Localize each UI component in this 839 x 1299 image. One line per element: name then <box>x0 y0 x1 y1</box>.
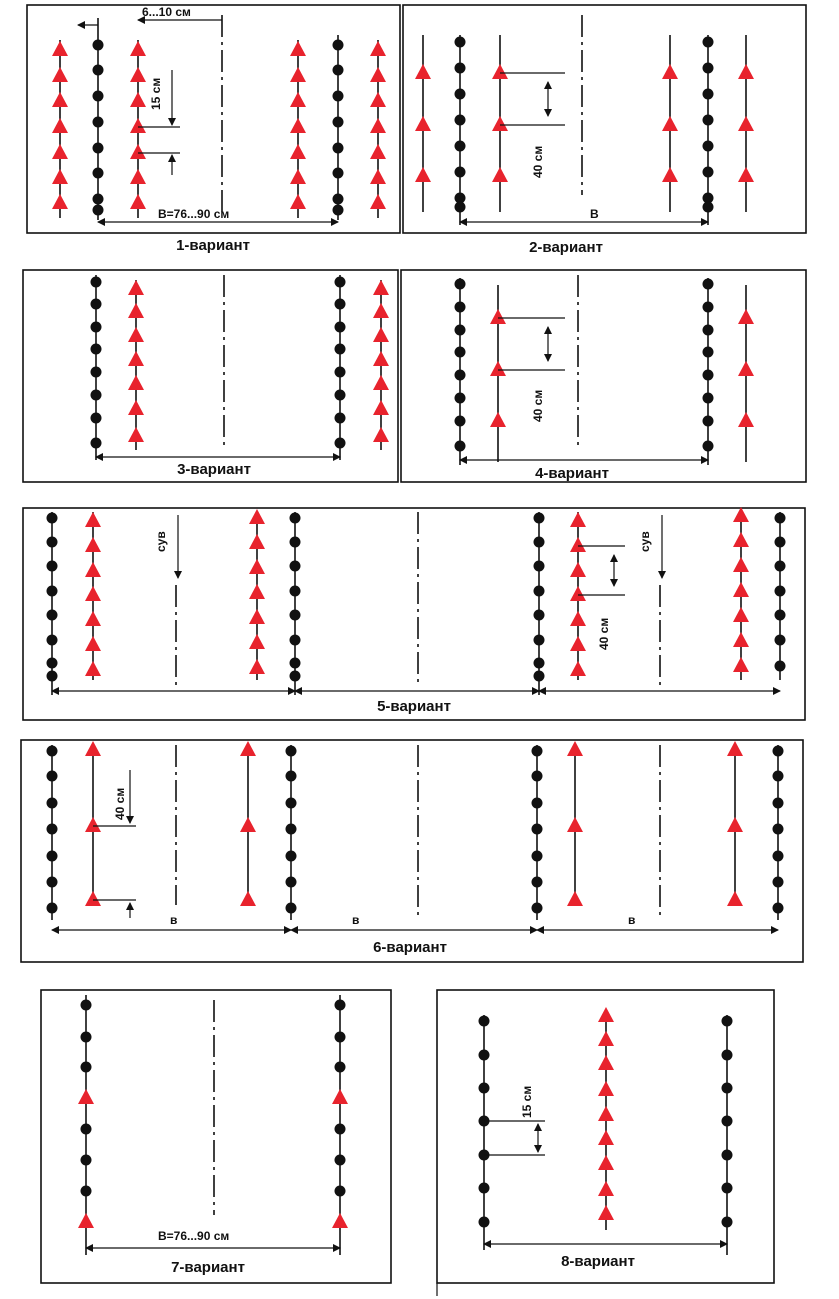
variant-1-panel <box>27 5 400 254</box>
plant-dot-marker <box>722 1083 733 1094</box>
plant-dot-marker <box>333 205 344 216</box>
plant-dot-marker <box>703 325 714 336</box>
plant-triangle-marker <box>52 92 68 107</box>
plant-dot-marker <box>775 537 786 548</box>
plant-dot-marker <box>286 851 297 862</box>
plant-dot-marker <box>773 851 784 862</box>
plant-dot-marker <box>722 1150 733 1161</box>
plant-triangle-marker <box>128 400 144 415</box>
plant-triangle-marker <box>85 586 101 601</box>
plant-triangle-marker <box>249 659 265 674</box>
plant-triangle-marker <box>332 1089 348 1104</box>
plant-triangle-marker <box>373 280 389 295</box>
plant-triangle-marker <box>733 532 749 547</box>
plant-dot-marker <box>47 746 58 757</box>
plant-dot-marker <box>455 37 466 48</box>
plant-triangle-marker <box>570 537 586 552</box>
plant-dot-marker <box>91 344 102 355</box>
plant-triangle-marker <box>85 817 101 832</box>
plant-dot-marker <box>81 1155 92 1166</box>
plant-triangle-marker <box>130 67 146 82</box>
plant-dot-marker <box>93 117 104 128</box>
plant-triangle-marker <box>85 636 101 651</box>
plant-dot-marker <box>335 1155 346 1166</box>
plant-dot-marker <box>775 635 786 646</box>
row-width-label: B <box>590 207 599 221</box>
plant-dot-marker <box>532 798 543 809</box>
plant-triangle-marker <box>570 562 586 577</box>
plant-dot-marker <box>534 586 545 597</box>
variant-5-frame <box>23 508 805 720</box>
plant-dot-marker <box>775 610 786 621</box>
plant-dot-marker <box>479 1217 490 1228</box>
plant-triangle-marker <box>373 375 389 390</box>
plant-triangle-marker <box>332 1213 348 1228</box>
plant-dot-marker <box>479 1083 490 1094</box>
step-dimension-label: 40 см <box>531 389 545 422</box>
plant-dot-marker <box>703 141 714 152</box>
plant-dot-marker <box>286 824 297 835</box>
plant-triangle-marker <box>733 582 749 597</box>
plant-dot-marker <box>455 302 466 313</box>
plant-dot-marker <box>703 370 714 381</box>
plant-dot-marker <box>479 1016 490 1027</box>
plant-dot-marker <box>703 89 714 100</box>
plant-triangle-marker <box>598 1155 614 1170</box>
variant-6-caption: 6-вариант <box>373 939 447 956</box>
plant-triangle-marker <box>373 351 389 366</box>
plant-triangle-marker <box>240 741 256 756</box>
plant-dot-marker <box>455 202 466 213</box>
variant-8-panel <box>437 990 774 1296</box>
plant-dot-marker <box>703 37 714 48</box>
plant-triangle-marker <box>128 303 144 318</box>
plant-triangle-marker <box>370 67 386 82</box>
wind-label: сув <box>154 531 168 552</box>
plant-dot-marker <box>335 390 346 401</box>
plant-dot-marker <box>775 586 786 597</box>
plant-dot-marker <box>703 302 714 313</box>
variant-4-panel <box>401 270 806 482</box>
plant-dot-marker <box>534 561 545 572</box>
plant-triangle-marker <box>85 611 101 626</box>
plant-triangle-marker <box>130 194 146 209</box>
plant-dot-marker <box>534 635 545 646</box>
plant-dot-marker <box>532 877 543 888</box>
plant-triangle-marker <box>738 361 754 376</box>
plant-dot-marker <box>534 658 545 669</box>
plant-triangle-marker <box>370 92 386 107</box>
plant-triangle-marker <box>738 116 754 131</box>
plant-triangle-marker <box>290 144 306 159</box>
plant-dot-marker <box>290 671 301 682</box>
plant-dot-marker <box>47 824 58 835</box>
plant-dot-marker <box>479 1183 490 1194</box>
plant-triangle-marker <box>128 375 144 390</box>
variant-4-rows <box>455 278 755 465</box>
plant-dot-marker <box>47 537 58 548</box>
plant-dot-marker <box>47 513 58 524</box>
variant-6-panel <box>21 740 803 962</box>
plant-dot-marker <box>335 1000 346 1011</box>
plant-dot-marker <box>47 561 58 572</box>
plant-dot-marker <box>775 561 786 572</box>
plant-dot-marker <box>775 513 786 524</box>
plant-dot-marker <box>335 1186 346 1197</box>
plant-dot-marker <box>81 1000 92 1011</box>
plant-triangle-marker <box>130 41 146 56</box>
plant-triangle-marker <box>598 1031 614 1046</box>
plant-triangle-marker <box>567 741 583 756</box>
plant-triangle-marker <box>249 584 265 599</box>
plant-dot-marker <box>703 279 714 290</box>
plant-dot-marker <box>93 65 104 76</box>
plant-triangle-marker <box>570 636 586 651</box>
plant-dot-marker <box>290 658 301 669</box>
wind-label: сув <box>638 531 652 552</box>
plant-dot-marker <box>290 561 301 572</box>
variant-1-rows <box>52 18 386 220</box>
plant-dot-marker <box>47 586 58 597</box>
plant-dot-marker <box>455 141 466 152</box>
plant-dot-marker <box>703 347 714 358</box>
plant-dot-marker <box>93 91 104 102</box>
plant-dot-marker <box>290 635 301 646</box>
plant-triangle-marker <box>52 144 68 159</box>
plant-triangle-marker <box>570 611 586 626</box>
plant-dot-marker <box>532 746 543 757</box>
plant-triangle-marker <box>490 412 506 427</box>
plant-triangle-marker <box>370 144 386 159</box>
plant-triangle-marker <box>570 512 586 527</box>
plant-dot-marker <box>335 438 346 449</box>
row-width-label: в <box>170 913 178 927</box>
gap-dimension-label: 6...10 см <box>142 5 191 19</box>
plant-dot-marker <box>335 367 346 378</box>
plant-dot-marker <box>47 671 58 682</box>
plant-dot-marker <box>91 277 102 288</box>
plant-triangle-marker <box>598 1106 614 1121</box>
plant-dot-marker <box>455 393 466 404</box>
plant-triangle-marker <box>738 309 754 324</box>
plant-triangle-marker <box>662 64 678 79</box>
plant-triangle-marker <box>130 118 146 133</box>
plant-dot-marker <box>286 903 297 914</box>
plant-dot-marker <box>47 635 58 646</box>
plant-dot-marker <box>93 40 104 51</box>
plant-dot-marker <box>773 877 784 888</box>
variant-8-rows <box>479 1007 733 1255</box>
plant-dot-marker <box>286 771 297 782</box>
row-width-label: B=76...90 см <box>158 1229 230 1243</box>
plant-dot-marker <box>91 299 102 310</box>
plant-triangle-marker <box>415 116 431 131</box>
plant-dot-marker <box>47 851 58 862</box>
variant-7-caption: 7-вариант <box>171 1259 245 1276</box>
plant-dot-marker <box>722 1050 733 1061</box>
plant-dot-marker <box>333 117 344 128</box>
plant-triangle-marker <box>52 194 68 209</box>
plant-triangle-marker <box>570 586 586 601</box>
plant-triangle-marker <box>415 64 431 79</box>
plant-triangle-marker <box>128 351 144 366</box>
plant-dot-marker <box>532 851 543 862</box>
plant-dot-marker <box>333 168 344 179</box>
plant-triangle-marker <box>128 427 144 442</box>
variant-6-frame <box>21 740 803 962</box>
plant-dot-marker <box>333 40 344 51</box>
plant-dot-marker <box>290 610 301 621</box>
plant-dot-marker <box>333 65 344 76</box>
plant-dot-marker <box>290 513 301 524</box>
plant-dot-marker <box>703 115 714 126</box>
plant-dot-marker <box>335 322 346 333</box>
plant-dot-marker <box>773 903 784 914</box>
plant-triangle-marker <box>492 116 508 131</box>
plant-triangle-marker <box>240 891 256 906</box>
plant-dot-marker <box>532 824 543 835</box>
plant-triangle-marker <box>85 741 101 756</box>
plant-triangle-marker <box>52 169 68 184</box>
plant-dot-marker <box>335 277 346 288</box>
plant-triangle-marker <box>370 118 386 133</box>
variant-8-caption: 8-вариант <box>561 1253 635 1270</box>
variant-2-rows <box>415 35 754 225</box>
plant-dot-marker <box>91 438 102 449</box>
plant-triangle-marker <box>249 609 265 624</box>
plant-dot-marker <box>93 143 104 154</box>
plant-triangle-marker <box>370 41 386 56</box>
plant-triangle-marker <box>567 891 583 906</box>
plant-dot-marker <box>91 390 102 401</box>
plant-triangle-marker <box>130 92 146 107</box>
plant-triangle-marker <box>727 741 743 756</box>
plant-dot-marker <box>286 746 297 757</box>
plant-dot-marker <box>534 671 545 682</box>
plant-triangle-marker <box>492 64 508 79</box>
plant-dot-marker <box>532 903 543 914</box>
plant-dot-marker <box>455 115 466 126</box>
plant-dot-marker <box>722 1116 733 1127</box>
plant-dot-marker <box>773 746 784 757</box>
plant-triangle-marker <box>373 327 389 342</box>
plant-dot-marker <box>91 413 102 424</box>
plant-triangle-marker <box>738 167 754 182</box>
plant-triangle-marker <box>290 194 306 209</box>
plant-dot-marker <box>722 1217 733 1228</box>
plant-triangle-marker <box>598 1007 614 1022</box>
plant-triangle-marker <box>85 891 101 906</box>
plant-triangle-marker <box>662 167 678 182</box>
plant-triangle-marker <box>290 41 306 56</box>
plant-dot-marker <box>455 167 466 178</box>
plant-dot-marker <box>455 279 466 290</box>
plant-dot-marker <box>455 63 466 74</box>
variant-2-panel <box>403 5 806 256</box>
plant-triangle-marker <box>290 118 306 133</box>
plant-dot-marker <box>333 194 344 205</box>
plant-dot-marker <box>47 610 58 621</box>
variant-7-rows <box>78 995 348 1255</box>
plant-triangle-marker <box>738 64 754 79</box>
step-dimension-label: 40 см <box>531 145 545 178</box>
plant-dot-marker <box>81 1124 92 1135</box>
plant-dot-marker <box>773 771 784 782</box>
plant-triangle-marker <box>128 327 144 342</box>
plant-dot-marker <box>93 194 104 205</box>
plant-triangle-marker <box>492 167 508 182</box>
plant-triangle-marker <box>373 303 389 318</box>
plant-triangle-marker <box>598 1055 614 1070</box>
plant-triangle-marker <box>130 169 146 184</box>
plant-triangle-marker <box>598 1181 614 1196</box>
plant-dot-marker <box>286 877 297 888</box>
plant-dot-marker <box>47 771 58 782</box>
plant-triangle-marker <box>598 1130 614 1145</box>
row-width-label: B=76...90 см <box>158 207 230 221</box>
variant-1-caption: 1-вариант <box>176 237 250 254</box>
plant-triangle-marker <box>249 509 265 524</box>
variant-3-rows <box>91 275 390 460</box>
plant-triangle-marker <box>733 507 749 522</box>
plant-triangle-marker <box>249 534 265 549</box>
variant-5-caption: 5-вариант <box>377 698 451 715</box>
plant-dot-marker <box>93 205 104 216</box>
plant-dot-marker <box>91 322 102 333</box>
plant-dot-marker <box>335 413 346 424</box>
plant-triangle-marker <box>662 116 678 131</box>
plant-dot-marker <box>534 610 545 621</box>
plant-dot-marker <box>333 143 344 154</box>
variant-2-caption: 2-вариант <box>529 239 603 256</box>
plant-dot-marker <box>703 441 714 452</box>
variant-4-caption: 4-вариант <box>535 465 609 482</box>
plant-triangle-marker <box>130 144 146 159</box>
plant-triangle-marker <box>85 512 101 527</box>
row-width-label: в <box>352 913 360 927</box>
plant-triangle-marker <box>78 1213 94 1228</box>
variant-5-panel <box>23 507 805 720</box>
plant-triangle-marker <box>570 661 586 676</box>
plant-dot-marker <box>47 903 58 914</box>
plant-triangle-marker <box>249 634 265 649</box>
plant-dot-marker <box>703 416 714 427</box>
plant-dot-marker <box>455 441 466 452</box>
plant-dot-marker <box>93 168 104 179</box>
plant-dot-marker <box>335 1124 346 1135</box>
plant-triangle-marker <box>52 118 68 133</box>
plant-dot-marker <box>703 63 714 74</box>
plant-triangle-marker <box>727 891 743 906</box>
plant-dot-marker <box>532 771 543 782</box>
plant-dot-marker <box>722 1183 733 1194</box>
plant-dot-marker <box>703 393 714 404</box>
plant-triangle-marker <box>290 92 306 107</box>
plant-triangle-marker <box>52 67 68 82</box>
plant-triangle-marker <box>370 194 386 209</box>
plant-dot-marker <box>91 367 102 378</box>
plant-dot-marker <box>290 586 301 597</box>
plant-triangle-marker <box>373 400 389 415</box>
plant-triangle-marker <box>240 817 256 832</box>
plant-triangle-marker <box>85 537 101 552</box>
plant-triangle-marker <box>52 41 68 56</box>
plant-dot-marker <box>335 1032 346 1043</box>
plant-dot-marker <box>286 798 297 809</box>
plant-dot-marker <box>455 370 466 381</box>
plant-triangle-marker <box>598 1081 614 1096</box>
variant-3-panel <box>23 270 398 482</box>
plant-dot-marker <box>81 1062 92 1073</box>
step-dimension-label: 40 см <box>113 787 127 820</box>
plant-dot-marker <box>335 1062 346 1073</box>
plant-dot-marker <box>534 537 545 548</box>
plant-triangle-marker <box>249 559 265 574</box>
plant-dot-marker <box>455 325 466 336</box>
plant-triangle-marker <box>727 817 743 832</box>
step-dimension-label: 40 см <box>597 617 611 650</box>
plant-triangle-marker <box>290 169 306 184</box>
plant-dot-marker <box>455 89 466 100</box>
plant-triangle-marker <box>85 661 101 676</box>
plant-dot-marker <box>775 661 786 672</box>
plant-triangle-marker <box>733 632 749 647</box>
variant-6-rows <box>47 741 784 920</box>
plant-triangle-marker <box>733 607 749 622</box>
plant-dot-marker <box>47 658 58 669</box>
plant-triangle-marker <box>567 817 583 832</box>
step-dimension-label: 15 см <box>520 1085 534 1118</box>
plant-dot-marker <box>333 91 344 102</box>
plant-dot-marker <box>773 824 784 835</box>
plant-dot-marker <box>703 202 714 213</box>
plant-dot-marker <box>47 877 58 888</box>
plant-triangle-marker <box>85 562 101 577</box>
plant-dot-marker <box>773 798 784 809</box>
plant-triangle-marker <box>128 280 144 295</box>
plant-triangle-marker <box>733 657 749 672</box>
plant-dot-marker <box>479 1050 490 1061</box>
plant-dot-marker <box>534 513 545 524</box>
variant-3-caption: 3-вариант <box>177 461 251 478</box>
variant-7-panel <box>41 990 391 1283</box>
plant-dot-marker <box>455 347 466 358</box>
plant-triangle-marker <box>370 169 386 184</box>
variant-1-frame <box>27 5 400 233</box>
row-width-label: в <box>628 913 636 927</box>
plant-triangle-marker <box>490 309 506 324</box>
plant-dot-marker <box>81 1186 92 1197</box>
plant-dot-marker <box>722 1016 733 1027</box>
plant-triangle-marker <box>373 427 389 442</box>
plant-triangle-marker <box>78 1089 94 1104</box>
plant-dot-marker <box>335 344 346 355</box>
plant-triangle-marker <box>738 412 754 427</box>
plant-dot-marker <box>335 299 346 310</box>
plant-triangle-marker <box>490 361 506 376</box>
plant-triangle-marker <box>415 167 431 182</box>
plant-triangle-marker <box>733 557 749 572</box>
plant-dot-marker <box>290 537 301 548</box>
plant-dot-marker <box>455 416 466 427</box>
plant-dot-marker <box>703 167 714 178</box>
plant-dot-marker <box>81 1032 92 1043</box>
plant-dot-marker <box>47 798 58 809</box>
plant-triangle-marker <box>290 67 306 82</box>
plant-triangle-marker <box>598 1205 614 1220</box>
step-dimension-label: 15 см <box>149 77 163 110</box>
